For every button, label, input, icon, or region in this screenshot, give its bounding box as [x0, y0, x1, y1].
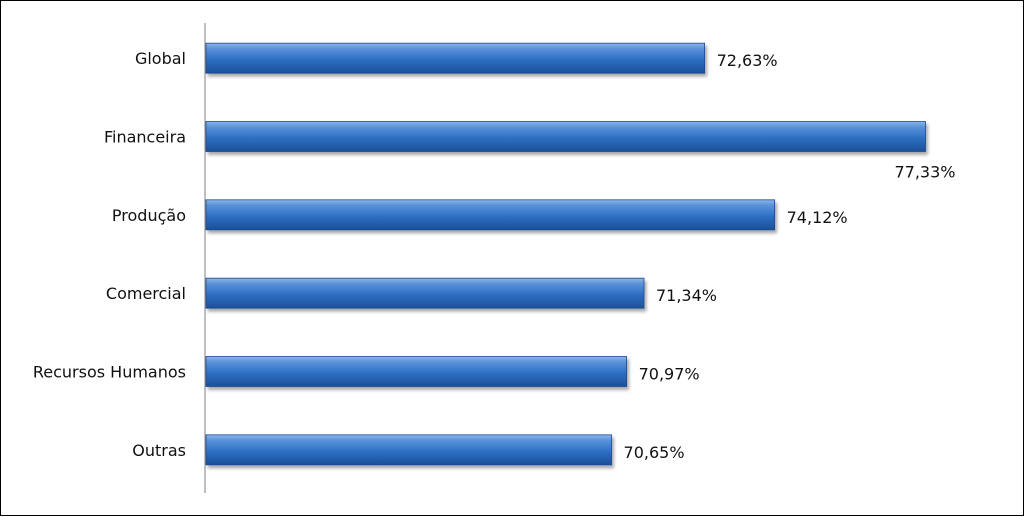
category-label: Produção	[111, 205, 186, 225]
value-label: 74,12%	[786, 207, 848, 227]
bar-5	[206, 435, 612, 465]
value-label: 70,65%	[623, 442, 685, 462]
category-label: Outras	[132, 440, 186, 460]
bar-2	[206, 200, 775, 230]
category-label: Comercial	[105, 284, 186, 304]
value-label: 71,34%	[655, 286, 717, 306]
category-label: Recursos Humanos	[32, 362, 186, 382]
value-label: 70,97%	[638, 364, 700, 384]
category-label: Global	[134, 49, 186, 69]
value-label: 77,33%	[894, 162, 956, 182]
bar-1	[206, 122, 926, 152]
bar-4	[206, 357, 627, 387]
bar-0	[206, 43, 705, 73]
value-label: 72,63%	[716, 51, 778, 71]
category-label: Financeira	[103, 127, 186, 147]
bar-chart	[1, 1, 1024, 517]
bar-3	[206, 278, 644, 308]
